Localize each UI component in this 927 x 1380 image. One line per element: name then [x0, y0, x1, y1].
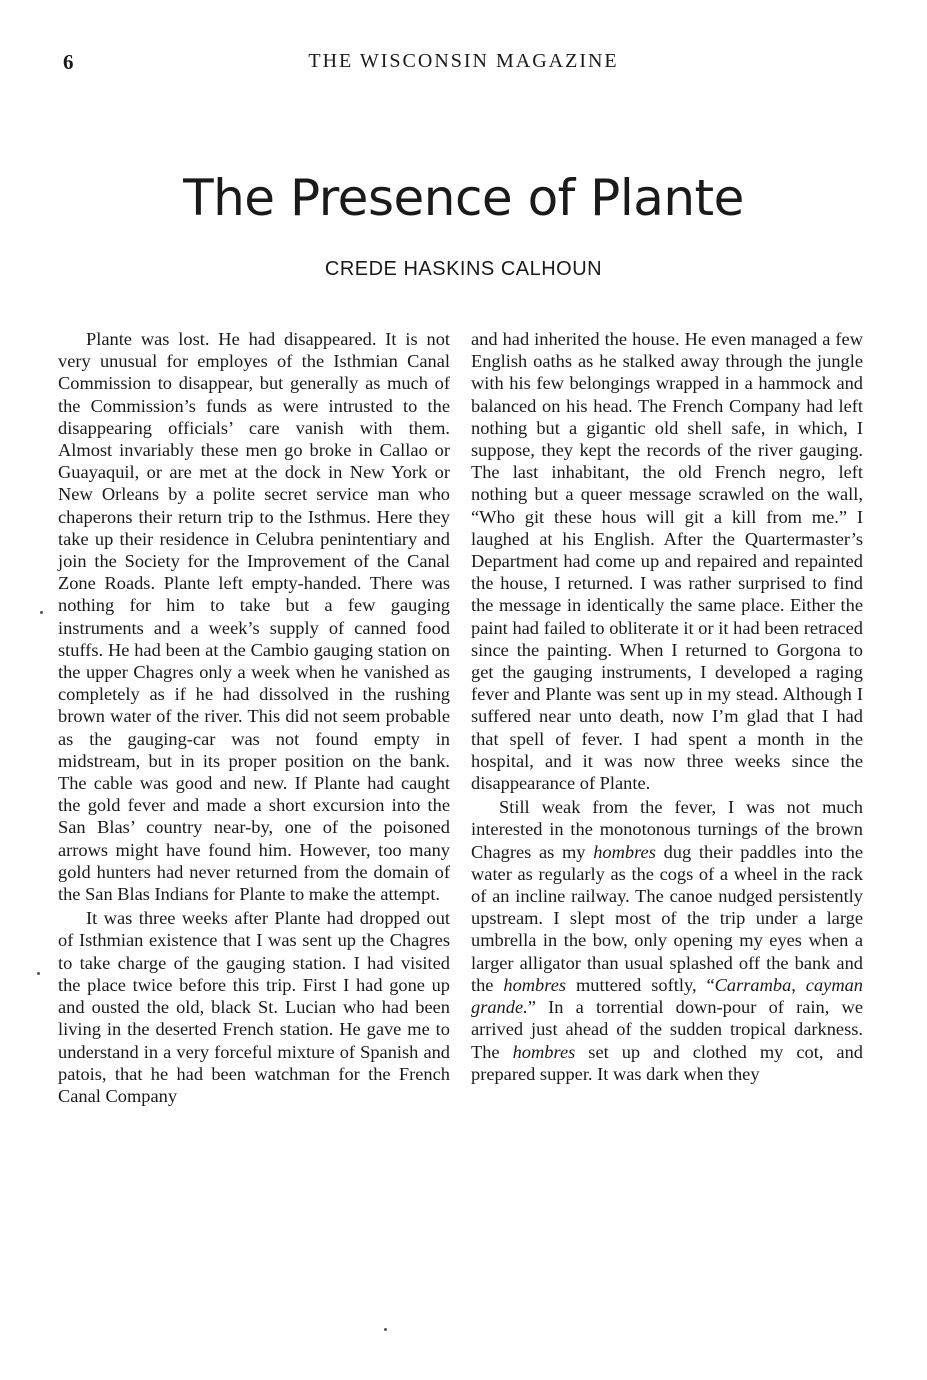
- italic-word: hombres: [503, 974, 567, 995]
- text-run: dug their paddles into the water as regularly as the cogs of a wheel in the rack of an incline railway. The canoe nudged persistently upstream. I slept most of the trip under a large umbrella in the bow, only opening my eyes when a larger alligator than usual splashed off the bank and the: [471, 841, 863, 995]
- print-speck: [40, 611, 43, 614]
- italic-word: hombres: [512, 1041, 576, 1062]
- text-run: set up and clothed my cot, and prepared supper. It was dark when they: [471, 1041, 863, 1084]
- article-title: The Presence of Plante: [183, 169, 744, 227]
- running-head: THE WISCONSIN MAGAZINE: [308, 50, 619, 72]
- print-speck: [384, 1328, 387, 1331]
- right-column: [471, 328, 863, 1085]
- text-run: ” In a torrential down-pour of rain, we arrived just ahead of the sudden tropical darkness. The: [471, 997, 863, 1062]
- text-run: Still weak from the fever, I was not much interested in the monotonous turnings of the brown Chagres as my: [471, 797, 863, 862]
- right-paragraph-2: [471, 796, 863, 1085]
- print-speck: [37, 972, 40, 975]
- right-paragraph-1: and had inherited the house. He even managed a few English oaths as he stalked away through the jungle with his few belongings wrapped in a hammock and balanced on his head. The French Company had left nothing but a gigantic old shell safe, in which, I suppose, they kept the records of the river gauging. The last inhabitant, the old French negro, left nothing but a queer message scrawled on the wall, “Who git these hous will git a kill from me.” I laughed at his English. After the Quartermaster’s Department had come up and repaired and repainted the house, I returned. I was rather surprised to find the message in identically the same place. Either the paint had failed to obliterate it or it had been retraced since the painting. When I returned to Gorgona to get the gauging instruments, I developed a raging fever and Plante was sent up in my stead. Although I suffered near unto death, now I’m glad that I had that spell of fever. I had spent a month in the hospital, and it was now three weeks since the disappearance of Plante.: [471, 329, 863, 794]
- page-number: 6: [63, 50, 74, 74]
- italic-word: hombres: [593, 841, 656, 862]
- text-run: muttered softly, “: [566, 974, 715, 995]
- left-paragraph-2: It was three weeks after Plante had dropped out of Isthmian existence that I was sent up the Chagres to take charge of the gauging station. I had visited the place twice before this trip. First I had gone up and ousted the old, black St. Lucian who had been living in the deserted French station. He gave me to understand in a very forceful mixture of Spanish and patois, that he had been watchman for the French Canal Company: [58, 908, 450, 1106]
- italic-phrase: Carramba, cayman grande.: [471, 974, 863, 1018]
- article-byline: CREDE HASKINS CALHOUN: [324, 258, 603, 280]
- left-paragraph-1: Plante was lost. He had disappeared. It is not very unusual for employes of the Isthmian Canal Commission to disappear, but generally as much of the Commission’s funds as were intrusted to the disappearing officials’ care vanish with them. Almost invariably these men go broke in Callao or Guayaquil, or are met at the dock in New York or New Orleans by a polite secret service man who chaperons their return trip to the Isthmus. Here they take up their residence in Celubra penintentiary and join the Society for the Improvement of the Canal Zone Roads. Plante left empty-handed. There was nothing for him to take but a few gauging instruments and a week’s supply of canned food stuffs. He had been at the Cambio gauging station on the upper Chagres only a week when he vanished as completely as if he had dissolved in the rushing brown water of the river. This did not seem probable as the gauging-car was not found empty in midstream, but in its proper position on the bank. The cable was good and new. If Plante had caught the gold fever and made a short excursion into the San Blas’ country near-by, one of the poisoned arrows might have found him. However, too many gold hunters had never returned from the domain of the San Blas Indians for Plante to make the attempt.: [58, 329, 450, 905]
- left-column: [58, 328, 450, 1107]
